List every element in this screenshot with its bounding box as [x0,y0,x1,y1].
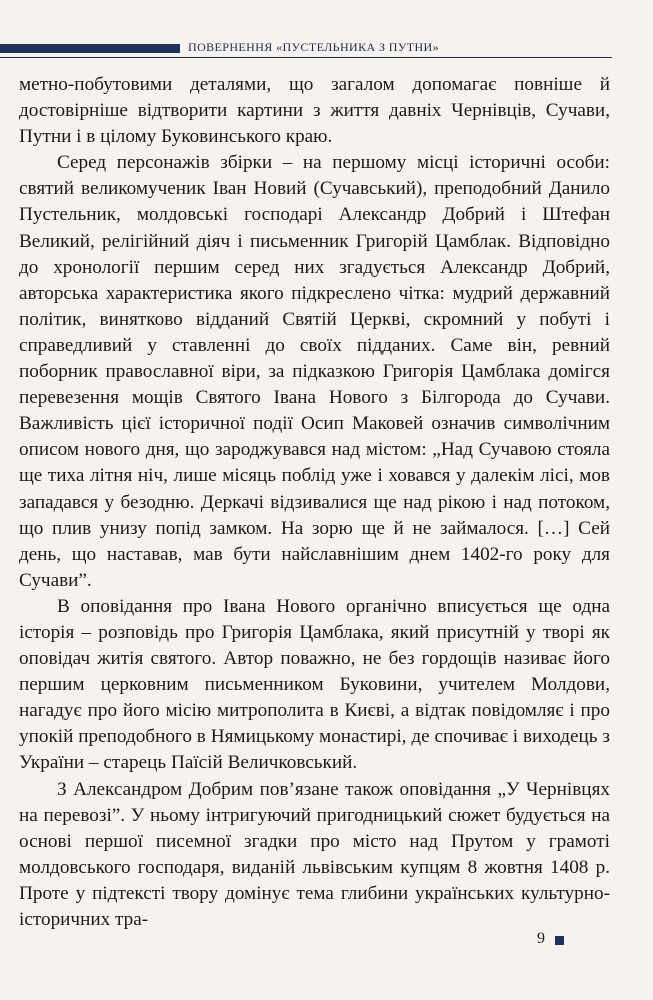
paragraph: метно-побутовими деталями, що загалом допомагає повніше й достовірніше відтворити картини з життя давніх Чернівців, Сучави, Путни і в цілому Буковинського краю. [19,74,610,148]
paragraph: В оповідання про Івана Нового органічно вписується ще одна історія – розповідь про Григорія Цамблака, який присутній у творі як оповідач житія святого. Автор поважно, не без гордощів називає його першим церковним письменником Буковини, учителем Молдови, нагадує про його місію митрополита в Києві, а відтак повідомляє і про упокій преподобного в Нямицькому монастирі, де спочиває і виходець з України – старець Паїсій Величковський. [19,595,610,774]
page-number: 9 [537,930,545,947]
running-title: ПОВЕРНЕННЯ «ПУСТЕЛЬНИКА З ПУТНИ» [188,40,440,54]
header-bar [0,44,180,53]
page-number-square [555,936,564,945]
paragraph: З Александром Добрим пов’язане також оповідання „У Чернівцях на перевозі”. У ньому інтригуючий пригодницький сюжет будується на основі першої писемної згадки про місто над Прутом у грамоті молдовського господаря, виданій львівським купцям 8 жовтня 1408 р. Проте у підтексті твору домінує тема глибини українських культурно-історичних тра- [19,778,610,930]
header-rule [0,57,612,58]
text-column [19,72,610,933]
paragraph: Серед персонажів збірки – на першому місці історичні особи: святий великомученик Іван Новий (Сучавський), преподобний Данило Пустельник, молдовські господарі Александр Добрий і Штефан Великий, релігійний діяч і письменник Григорій Цамблак. Відповідно до хронології першим серед них згадується Александр Добрий, авторська характеристика якого підкреслено чітка: мудрий державний політик, винятково відданий Святій Церкві, скромний у побуті і справедливий у ставленні до своїх підданих. Саме він, ревний поборник православної віри, за підказкою Григорія Цамблака домігся перевезення мощів Святого Івана Нового з Білгорода до Сучави. Важливість цієї історичної події Осип Маковей означив символічним описом нового дня, що зароджувався над містом: „Над Сучавою стояла ще тиха літня ніч, лише місяць поблід уже і ховався у далекім лісі, мов западався у безодню. Деркачі відзивалися ще над рікою і над потоком, що плив унизу попід замком. На зорю ще й не займалося. […] Сей день, що наставав, мав бути найславнішим днем 1402-го року для Сучави”. [19,152,610,591]
